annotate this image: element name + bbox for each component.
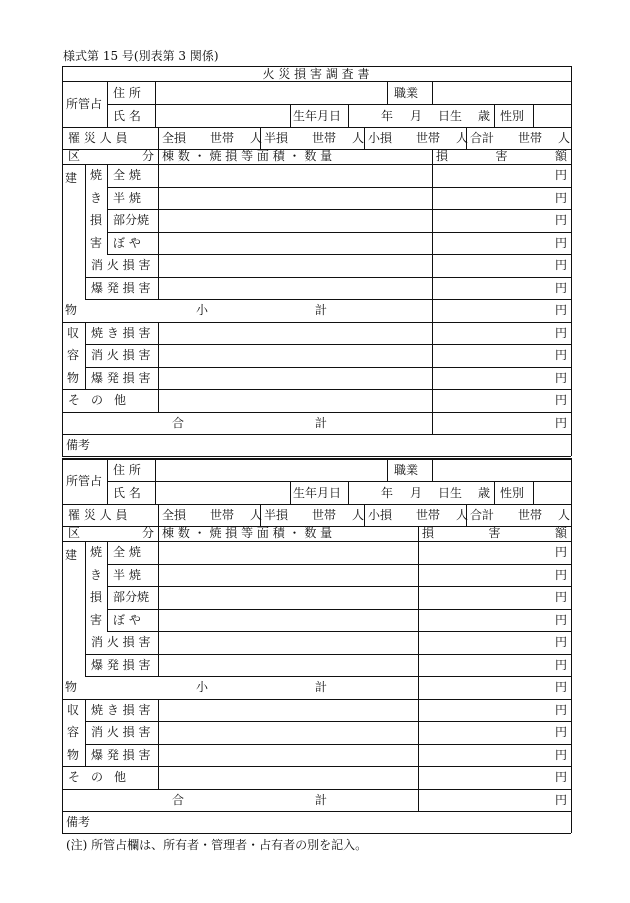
yen-label: 円 [555, 348, 568, 363]
remarks-label: 備考 [66, 438, 91, 452]
yen-label: 円 [555, 657, 568, 672]
row-label-9 [91, 748, 151, 762]
amount-field-8[interactable] [433, 345, 553, 367]
row-label-9 [91, 371, 151, 385]
row-label-1-part: 半 焼 [113, 190, 141, 205]
quantity-field-7[interactable] [159, 700, 418, 722]
yen-label: 円 [555, 635, 568, 650]
row-label-9-part: 爆 発 損 害 [91, 370, 151, 385]
amount-field-4[interactable] [433, 255, 553, 277]
rule-line [62, 66, 63, 456]
quantity-header-part: 棟 数 ・ 焼 損 等 面 積 ・ 数 量 [162, 526, 333, 540]
subtotal-label-2: 計 [315, 303, 328, 318]
age-label: 歳 [478, 486, 491, 500]
row-label-5 [91, 658, 151, 672]
year-label: 年 [381, 109, 394, 123]
rule-line [62, 458, 63, 833]
others-label [68, 770, 126, 784]
amount-field-3[interactable] [419, 610, 553, 632]
row-label-3 [113, 236, 151, 250]
others-label-part: そ [68, 770, 81, 785]
name-label [113, 486, 151, 500]
quantity-field-7[interactable] [159, 323, 432, 345]
quantity-field-4[interactable] [159, 255, 432, 277]
rule-line [158, 526, 159, 541]
rule-line [62, 456, 571, 457]
address-label-part: 住 所 [113, 86, 141, 100]
rule-line [432, 149, 433, 164]
others-label-part: 他 [113, 393, 126, 408]
others-label [68, 393, 126, 407]
half-loss-households-label: 世帯 [312, 131, 337, 145]
age-label: 歳 [478, 109, 491, 123]
victims-total-field[interactable] [494, 128, 516, 149]
owner-label: 所管占 [65, 474, 103, 488]
rule-line [290, 104, 291, 127]
row-label-2 [113, 590, 151, 604]
rule-line [107, 541, 108, 631]
rule-line [85, 322, 86, 390]
rule-line [107, 458, 108, 504]
victims-total-households-label: 世帯 [518, 508, 543, 522]
others-label-part: の [90, 393, 103, 408]
amount-field-2[interactable] [433, 210, 553, 232]
contents-group-label [64, 703, 82, 763]
full-loss-persons-label: 人 [250, 131, 263, 145]
quantity-field-1[interactable] [159, 188, 432, 210]
yen-label: 円 [555, 612, 568, 627]
row-label-8-part: 消 火 損 害 [91, 348, 151, 363]
burn-label-char: 損 [89, 213, 102, 228]
amount-field-7[interactable] [419, 700, 553, 722]
amount-field-1[interactable] [433, 188, 553, 210]
row-label-2 [113, 213, 151, 227]
rule-line [364, 127, 365, 149]
yen-label: 円 [555, 190, 568, 205]
quantity-field-10[interactable] [159, 767, 418, 789]
amount-field-11[interactable] [419, 790, 553, 812]
damage-header-2: 害 [488, 526, 501, 540]
burn-label-char: 害 [89, 612, 102, 627]
full-loss-households-label: 世帯 [210, 508, 235, 522]
rule-line [571, 458, 572, 833]
victims-total-persons-label: 人 [558, 508, 571, 522]
amount-field-5[interactable] [419, 655, 553, 677]
row-label-8 [91, 725, 151, 739]
row-label-1-part: 半 焼 [113, 567, 141, 582]
building-label-2: 物 [65, 680, 78, 694]
quantity-header [162, 149, 426, 163]
rule-line [364, 504, 365, 526]
small-loss-persons-label: 人 [456, 508, 469, 522]
half-loss-persons-label: 人 [352, 131, 365, 145]
birthdate-field[interactable] [349, 482, 494, 504]
occupation-label-part: 職業 [394, 86, 419, 100]
rule-line [62, 833, 571, 834]
yen-label: 円 [555, 702, 568, 717]
name-label [113, 109, 151, 123]
month-label: 月 [410, 486, 423, 500]
victims-total-households-label: 世帯 [518, 131, 543, 145]
row-label-5 [91, 281, 151, 295]
row-label-0-part: 全 焼 [113, 168, 141, 183]
others-label-part: の [90, 770, 103, 785]
row-label-2-part: 部分焼 [113, 213, 150, 228]
amount-field-4[interactable] [419, 632, 553, 654]
quantity-header [162, 526, 412, 540]
quantity-field-10[interactable] [159, 390, 432, 412]
yen-label: 円 [555, 280, 568, 295]
name-label-part: 氏 名 [113, 486, 141, 500]
occupation-field[interactable] [433, 459, 571, 481]
grand-total-label: 合 [172, 415, 185, 430]
yen-label: 円 [555, 168, 568, 183]
row-label-9-part: 爆 発 損 害 [91, 747, 151, 762]
row-label-4 [91, 258, 151, 272]
full-loss-persons-label: 人 [250, 508, 263, 522]
rule-line [107, 164, 108, 254]
row-label-8-part: 消 火 損 害 [91, 725, 151, 740]
row-label-7-part: 焼 き 損 害 [91, 702, 151, 717]
quantity-field-3[interactable] [159, 610, 418, 632]
remarks-label: 備考 [66, 815, 91, 829]
damage-header-1: 損 [422, 526, 435, 540]
sex-field[interactable] [534, 482, 571, 504]
amount-field-3[interactable] [433, 233, 553, 255]
small-loss-field[interactable] [392, 505, 414, 526]
small-loss-households-label: 世帯 [416, 508, 441, 522]
victims-label-part: 罹 災 人 員 [68, 508, 128, 522]
burn-label-char: 損 [89, 590, 102, 605]
amount-field-7[interactable] [433, 323, 553, 345]
subtotal-label-2: 計 [315, 680, 328, 695]
row-label-4-part: 消 火 損 害 [91, 635, 151, 650]
yen-label: 円 [555, 258, 568, 273]
address-field[interactable] [156, 82, 387, 104]
half-loss-field[interactable] [288, 128, 310, 149]
contents-label-char: 物 [66, 371, 79, 385]
category-label: 区 [68, 526, 81, 540]
building-label-2: 物 [65, 303, 78, 317]
contents-label-char: 物 [66, 748, 79, 762]
quantity-field-0[interactable] [159, 165, 432, 187]
burn-label-char: 害 [89, 235, 102, 250]
amount-field-10[interactable] [419, 767, 553, 789]
small-loss-label: 小損 [368, 508, 393, 522]
rule-line [158, 504, 159, 526]
row-label-2-part: 部分焼 [113, 590, 150, 605]
rule-line [158, 127, 159, 149]
half-loss-households-label: 世帯 [312, 508, 337, 522]
rule-line [85, 541, 86, 676]
row-label-3 [113, 613, 151, 627]
rule-line [494, 481, 495, 504]
year-label: 年 [381, 486, 394, 500]
victims-total-persons-label: 人 [558, 131, 571, 145]
amount-field-9[interactable] [419, 745, 553, 767]
birthdate-label: 生年月日 [293, 486, 342, 500]
address-label [113, 86, 151, 100]
rule-line [107, 104, 571, 105]
full-loss-label: 全損 [162, 508, 187, 522]
occupation-label [394, 463, 426, 477]
yen-label: 円 [555, 393, 568, 408]
victims-total-label: 合計 [470, 131, 495, 145]
day-born-label: 日生 [438, 486, 463, 500]
yen-label: 円 [555, 770, 568, 785]
row-label-7-part: 焼 き 損 害 [91, 325, 151, 340]
others-label-part: 他 [113, 770, 126, 785]
rule-line [418, 526, 419, 541]
form-number-label: 様式第 15 号(別表第 3 関係) [63, 49, 219, 63]
category-label-2: 分 [142, 526, 155, 540]
rule-line [107, 81, 108, 127]
row-label-5-part: 爆 発 損 害 [91, 657, 151, 672]
address-field[interactable] [156, 459, 387, 481]
half-loss-label: 半損 [264, 131, 289, 145]
grand-total-label-2: 計 [315, 415, 328, 430]
victims-total-label: 合計 [470, 508, 495, 522]
quantity-field-2[interactable] [159, 210, 432, 232]
building-label: 建 [65, 548, 78, 562]
yen-label: 円 [555, 415, 568, 430]
quantity-field-5[interactable] [159, 278, 432, 300]
small-loss-persons-label: 人 [456, 131, 469, 145]
yen-label: 円 [555, 792, 568, 807]
grand-total-label: 合 [172, 792, 185, 807]
damage-header-3: 額 [555, 526, 568, 540]
remarks-field[interactable] [100, 812, 571, 833]
contents-label-char: 容 [66, 725, 79, 740]
contents-label-char: 収 [66, 325, 79, 340]
rule-line [494, 104, 495, 127]
occupation-label-part: 職業 [394, 463, 419, 477]
amount-field-0[interactable] [433, 165, 553, 187]
full-loss-households-label: 世帯 [210, 131, 235, 145]
subtotal-label: 小 [196, 680, 209, 695]
full-loss-label: 全損 [162, 131, 187, 145]
building-label: 建 [65, 171, 78, 185]
yen-label: 円 [555, 747, 568, 762]
quantity-field-0[interactable] [159, 542, 418, 564]
row-label-0 [113, 168, 151, 182]
yen-label: 円 [555, 325, 568, 340]
amount-field-1[interactable] [419, 565, 553, 587]
quantity-field-8[interactable] [159, 345, 432, 367]
damage-header-2: 害 [495, 149, 508, 163]
yen-label: 円 [555, 545, 568, 560]
amount-field-8[interactable] [419, 722, 553, 744]
victims-label [68, 508, 152, 522]
row-label-3-part: ぼ や [113, 235, 141, 250]
burn-damage-group-label [88, 168, 104, 250]
yen-label: 円 [555, 567, 568, 582]
address-label [113, 463, 151, 477]
rule-line [158, 149, 159, 164]
full-loss-field[interactable] [186, 505, 208, 526]
amount-field-6[interactable] [419, 677, 553, 699]
row-label-4-part: 消 火 損 害 [91, 258, 151, 273]
yen-label: 円 [555, 725, 568, 740]
row-label-0-part: 全 焼 [113, 545, 141, 560]
row-label-5-part: 爆 発 損 害 [91, 280, 151, 295]
rule-line [387, 458, 388, 481]
grand-total-label-2: 計 [315, 792, 328, 807]
yen-label: 円 [555, 680, 568, 695]
row-label-0 [113, 545, 151, 559]
half-loss-field[interactable] [288, 505, 310, 526]
amount-field-6[interactable] [433, 300, 553, 322]
quantity-field-9[interactable] [159, 745, 418, 767]
burn-label-char: 焼 [89, 545, 102, 559]
burn-damage-group-label [88, 545, 104, 627]
others-label-part: そ [68, 393, 81, 408]
subtotal-label: 小 [196, 303, 209, 318]
address-label-part: 住 所 [113, 463, 141, 477]
full-loss-field[interactable] [186, 128, 208, 149]
sex-field[interactable] [534, 105, 571, 127]
yen-label: 円 [555, 370, 568, 385]
victims-label [68, 131, 152, 145]
contents-label-char: 容 [66, 348, 79, 363]
quantity-field-2[interactable] [159, 587, 418, 609]
quantity-field-4[interactable] [159, 632, 418, 654]
yen-label: 円 [555, 213, 568, 228]
damage-header-1: 損 [436, 149, 449, 163]
quantity-field-9[interactable] [159, 368, 432, 390]
owner-label: 所管占 [65, 97, 103, 111]
small-loss-households-label: 世帯 [416, 131, 441, 145]
amount-field-11[interactable] [433, 413, 553, 435]
yen-label: 円 [555, 235, 568, 250]
rule-line [85, 164, 86, 299]
row-label-7 [91, 703, 151, 717]
burn-label-char: き [89, 567, 102, 582]
victims-label-part: 罹 災 人 員 [68, 131, 128, 145]
victims-total-field[interactable] [494, 505, 516, 526]
month-label: 月 [410, 109, 423, 123]
remarks-field[interactable] [100, 435, 571, 456]
row-label-3-part: ぼ や [113, 612, 141, 627]
amount-field-2[interactable] [419, 587, 553, 609]
quantity-header-part: 棟 数 ・ 焼 損 等 面 積 ・ 数 量 [162, 149, 333, 163]
rule-line [85, 699, 86, 767]
rule-line [387, 81, 388, 104]
rule-line [290, 481, 291, 504]
half-loss-persons-label: 人 [352, 508, 365, 522]
quantity-field-5[interactable] [159, 655, 418, 677]
quantity-field-3[interactable] [159, 233, 432, 255]
birthdate-field[interactable] [349, 105, 494, 127]
small-loss-field[interactable] [392, 128, 414, 149]
row-label-8 [91, 348, 151, 362]
yen-label: 円 [555, 303, 568, 318]
burn-label-char: 焼 [89, 168, 102, 182]
day-born-label: 日生 [438, 109, 463, 123]
damage-header-3: 額 [555, 149, 568, 163]
rule-line [571, 66, 572, 456]
form-title: 火 災 損 害 調 査 書 [262, 67, 370, 81]
contents-label-char: 収 [66, 702, 79, 717]
footnote: (注) 所管占欄は、所有者・管理者・占有者の別を記入。 [66, 838, 368, 852]
occupation-label [394, 86, 426, 100]
yen-label: 円 [555, 590, 568, 605]
contents-group-label [64, 326, 82, 386]
row-label-1 [113, 568, 151, 582]
rule-line [107, 481, 571, 482]
quantity-field-8[interactable] [159, 722, 418, 744]
name-label-part: 氏 名 [113, 109, 141, 123]
amount-field-0[interactable] [419, 542, 553, 564]
quantity-field-1[interactable] [159, 565, 418, 587]
row-label-7 [91, 326, 151, 340]
occupation-field[interactable] [433, 82, 571, 104]
sex-label: 性別 [500, 109, 525, 123]
category-label-2: 分 [142, 149, 155, 163]
birthdate-label: 生年月日 [293, 109, 342, 123]
row-label-4 [91, 635, 151, 649]
half-loss-label: 半損 [264, 508, 289, 522]
burn-label-char: き [89, 190, 102, 205]
amount-field-10[interactable] [433, 390, 553, 412]
row-label-1 [113, 191, 151, 205]
small-loss-label: 小損 [368, 131, 393, 145]
amount-field-5[interactable] [433, 278, 553, 300]
amount-field-9[interactable] [433, 368, 553, 390]
category-label: 区 [68, 149, 81, 163]
sex-label: 性別 [500, 486, 525, 500]
